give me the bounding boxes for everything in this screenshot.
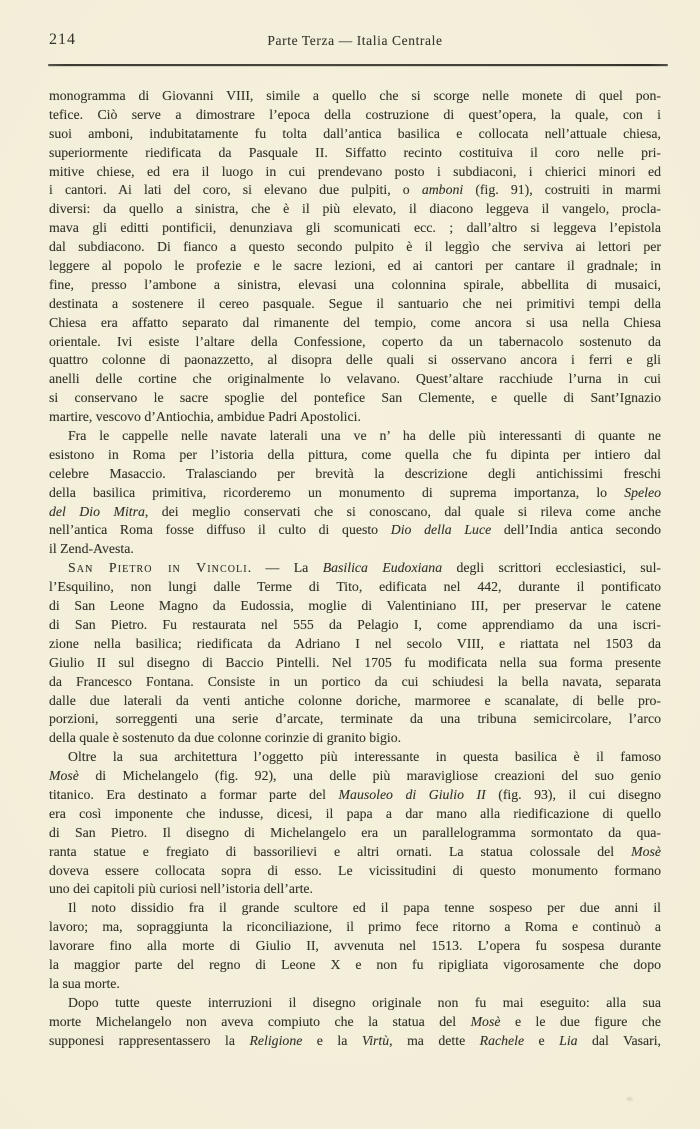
text-line: leggere al popolo le profezie e le sacre lezioni, ed ai cantori per cantare il gradnale; in — [49, 258, 661, 274]
text-line: martire, vescovo d’Antiochia, ambidue Padri Apostolici. — [49, 409, 361, 425]
text-line: da Francesco Fontana. Consiste in un portico da cui schiudesi la bella navata, separata — [49, 673, 661, 689]
text-line: del Dio Mitra, dei meglio conservati che si conoscano, dal quale si rileva come anche — [49, 503, 661, 519]
text-line: l’Esquilino, non lungi dalle Terme di Tito, edificata nel 442, durante il pontificato — [49, 579, 661, 595]
text-line: San Pietro in Vincoli. — La Basilica Eudoxiana degli scrittori ecclesiastici, sul- — [68, 560, 662, 576]
text-line: Dopo tutte queste interruzioni il disegno originale non fu mai eseguito: alla sua — [68, 994, 661, 1010]
paragraph — [49, 994, 661, 1051]
running-head: Parte Terza — Italia Centrale — [267, 33, 443, 48]
text-line: zione nella basilica; riedificata da Adriano I nel secolo VIII, e riattata nel 1503 da — [49, 635, 661, 651]
text-line: la maggior parte del regno di Leone X e non fu ripigliata vigorosamente che dopo — [49, 956, 661, 972]
text-line: mava gli editti pontificii, denunziava gli scomunicati ecc. ; dall’altro si leggeva l’epistola — [49, 220, 661, 236]
text-line: monogramma di Giovanni VIII, simile a quello che si scorge nelle monete di quel pon- — [49, 88, 661, 103]
text-line: suoi amboni, indubitatamente fu tolta dall’antica basilica e collocata nell’attuale chiesa, — [49, 125, 661, 141]
text-line: doveva essere collocata sopra di esso. Le vicissitudini di questo monumento formano — [49, 862, 661, 878]
text-line: nell’antica Roma fosse diffuso il culto di questo Dio della Luce dell’India antica secondo — [49, 522, 661, 538]
text-line: celebre Masaccio. Tralasciando per brevità la descrizione degli antichissimi freschi — [49, 465, 661, 481]
text-line: Fra le cappelle nelle navate laterali una ve n’ ha delle più interessanti di quante ne — [68, 428, 661, 444]
text-line: superiormente riedificata da Pasquale II. Siffatto recinto costituiva il coro nelle pri- — [49, 144, 661, 160]
text-line: Oltre la sua architettura l’oggetto più interessante in questa basilica è il famoso — [68, 749, 661, 765]
page-number: 214 — [49, 31, 76, 48]
paragraph — [49, 748, 661, 899]
text-line: il Zend-Avesta. — [49, 541, 134, 557]
paragraph — [49, 87, 661, 427]
small-caps-heading: San Pietro in Vincoli — [68, 560, 248, 576]
text-line: ranta statue e fregiato di bassorilievi e altri ornati. La statua colossale del Mosè — [49, 843, 661, 859]
text-line: della basilica primitiva, ricorderemo un monumento di suprema importanza, lo Speleo — [49, 484, 661, 500]
text-line: era così imponente che indusse, dicesi, il papa a dar mano alla riedificazione di quello — [49, 805, 661, 821]
text-line: di San Leone Magno da Eudossia, moglie di Valentiniano III, per preservar le catene — [49, 598, 661, 614]
text-line: Mosè di Michelangelo (fig. 92), una delle più maravigliose creazioni del suo genio — [49, 768, 661, 784]
text-line: la sua morte. — [49, 975, 120, 991]
text-line: i cantori. Ai lati del coro, si elevano due pulpiti, o amboni (fig. 91), costruiti in marmi — [49, 182, 662, 198]
text-line: della quale è sostenuto da due colonne corinzie di granito bigio. — [49, 730, 402, 746]
paragraph — [49, 899, 661, 993]
text-line: titanico. Era destinato a formar parte del Mausoleo di Giulio II (fig. 93), il cui disegno — [49, 786, 661, 802]
text-line: Il noto dissidio fra il grande scultore ed il papa tenne sospeso per due anni il — [68, 900, 661, 916]
text-line: si conservano le sacre spoglie del pontefice San Clemente, e quelle di Sant’Ignazio — [49, 390, 661, 406]
text-line: uno dei capitoli più curiosi nell’istoria dell’arte. — [49, 881, 313, 897]
text-line: lavoro; ma, sopraggiunta la riconciliazione, il primo fece ritorno a Roma e continuò a — [49, 919, 661, 935]
page-header — [49, 30, 661, 50]
body-text — [49, 87, 661, 1050]
paragraph — [49, 427, 661, 559]
text-line: esistono in Roma per l’istoria della pittura, come quella che fu dipinta per intiero dal — [49, 446, 661, 462]
text-line: quattro colonne di paonazzetto, al disopra delle quali si osservano ancora i ferri e gli — [49, 352, 661, 368]
text-line: porzioni, sorreggenti una serie d’arcate, terminate da una tribuna semicircolare, l’arco — [49, 711, 661, 727]
header-rule — [48, 64, 668, 66]
text-line: tefice. Ciò serve a dimostrare l’epoca della costruzione di quest’opera, la quale, con i — [49, 106, 661, 122]
text-line: mitive chiese, ed era il luogo in cui prendevano posto i subdiaconi, i chierici minori ed — [49, 163, 661, 179]
text-line: morte Michelangelo non aveva compiuto che la statua del Mosè e le due figure che — [49, 1013, 661, 1029]
paragraph — [49, 559, 661, 748]
text-line: di San Pietro. Il disegno di Michelangelo era un parallelogramma sormontato da qua- — [49, 824, 661, 840]
text-line: dalle due laterali da venti antiche colonne doriche, marmoree e scanalate, di belle pro- — [49, 692, 661, 708]
text-line: orientale. Ivi esiste l’altare della Confessione, coperto da un tabernacolo sostenuto da — [49, 333, 661, 349]
text-line: Chiesa era affatto separato dal rimanente del tempio, come ancora si usa nella Chiesa — [49, 314, 661, 330]
text-line: dal subdiacono. Di fianco a questo secondo pulpito è il leggìo che serviva ai lettori per — [49, 239, 661, 255]
text-line: di San Pietro. Fu restaurata nel 555 da Pelagio I, come apprendiamo da una iscri- — [49, 616, 661, 632]
text-line: fine, presso l’ambone a sinistra, elevasi una colonnina spirale, abbellita di musaici, — [49, 276, 661, 292]
text-line: destinata a sostenere il cereo pasquale. Segue il santuario che nei primitivi tempi della — [49, 295, 661, 311]
text-line: diversi: da quello a sinistra, che è il più elevato, il diacono leggeva il vangelo, procla- — [49, 201, 661, 217]
text-line: supponesi rappresentassero la Religione e la Virtù, ma dette Rachele e Lia dal Vasari, — [49, 1032, 661, 1048]
text-line: lavorare fino alla morte di Giulio II, avvenuta nel 1513. L’opera fu sospesa durante — [49, 938, 661, 954]
text-line: anelli delle cortine che originalmente lo velavano. Quest’altare racchiude l’urna in cui — [49, 371, 661, 387]
text-line: Giulio II sul disegno di Baccio Pintelli. Nel 1705 fu modificata nella sua forma presente — [49, 654, 661, 670]
